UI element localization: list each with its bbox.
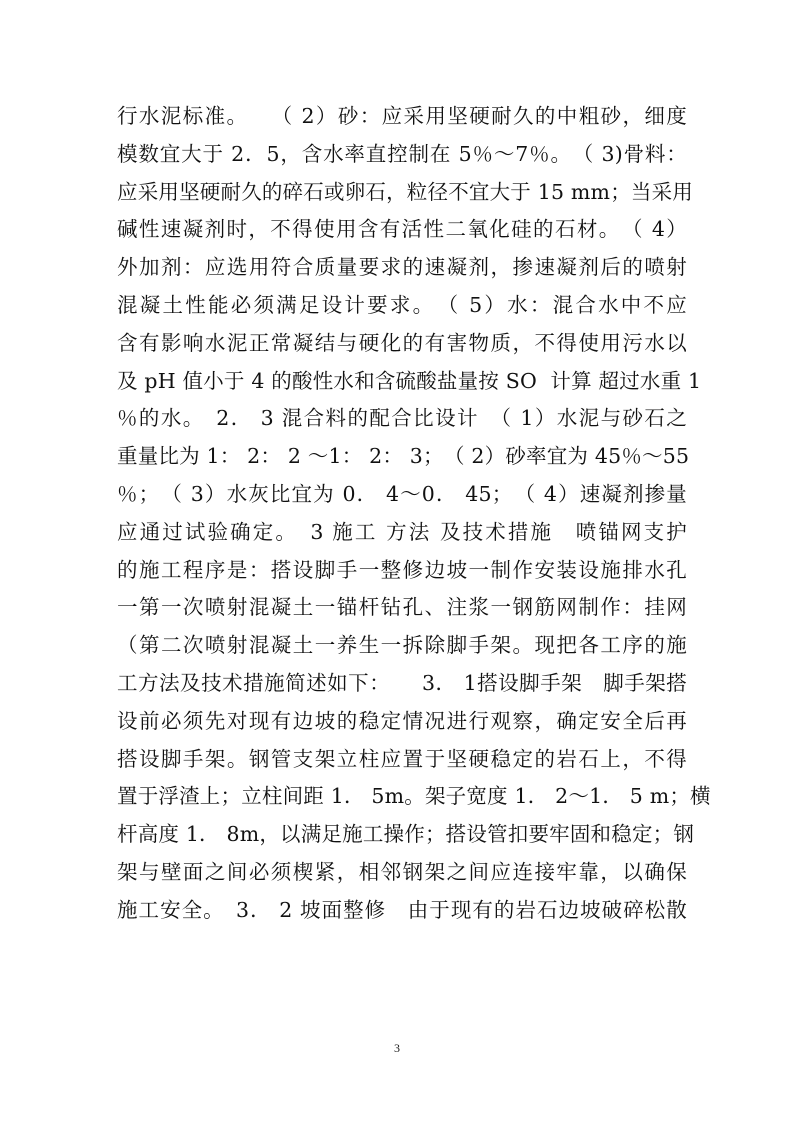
text-line: 混凝土性能必须满足设计要求。 （ 5）水：混合水中不应 bbox=[117, 292, 687, 317]
text-line: 杆高度 1． 8m，以满足施工操作；搭设管扣要牢固和稳定；钢 bbox=[117, 822, 695, 847]
text-line: 应采用坚硬耐久的碎石或卵石，粒径不宜大于 15 mm；当采用 bbox=[117, 179, 693, 204]
text-line: 行水泥标准。 （ 2）砂：应采用坚硬耐久的中粗砂，细度 bbox=[117, 104, 687, 128]
page-number: 3 bbox=[394, 1041, 400, 1055]
text-line: 的施工程序是：搭设脚手一整修边坡一制作安装设施排水孔 bbox=[117, 557, 687, 582]
text-line: 含有影响水泥正常凝结与硬化的有害物质，不得使用污水以 bbox=[117, 330, 687, 355]
text-line: 设前必须先对现有边坡的稳定情况进行观察，确定安全后再 bbox=[117, 708, 687, 733]
text-line: （第二次喷射混凝土一养生一拆除脚手架。现把各工序的施 bbox=[117, 633, 687, 658]
text-line: 及 pH 值小于 4 的酸性水和含硫酸盐量按 SO 计算 超过水重 1 bbox=[117, 368, 702, 393]
text-line: 工方法及技术措施简述如下： 3． 1搭设脚手架 脚手架搭 bbox=[117, 670, 687, 695]
text-line: 搭设脚手架。钢管支架立柱应置于坚硬稳定的岩石上，不得 bbox=[117, 746, 687, 771]
text-line: 应通过试验确定。 3 施工 方法 及技术措施 喷锚网支护 bbox=[117, 519, 687, 544]
text-line: 置于浮渣上；立柱间距 1． 5m。架子宽度 1． 2～1． 5 m；横 bbox=[117, 784, 711, 809]
body-text bbox=[117, 98, 711, 930]
text-line: 重量比为 1： 2： 2 ～1： 2： 3； （ 2）砂率宜为 45％～55 bbox=[117, 444, 690, 469]
text-line: 碱性速凝剂时，不得使用含有活性二氧化硅的石材。 （ 4） bbox=[117, 217, 687, 242]
text-line: 模数宜大于 2．5，含水率直控制在 5％～7％。 （ 3)骨料： bbox=[117, 141, 687, 166]
text-line: ％； （ 3）水灰比宜为 0． 4～0． 45； （ 4）速凝剂掺量 bbox=[117, 481, 687, 506]
text-line: 架与壁面之间必须楔紧，相邻钢架之间应连接牢靠，以确保 bbox=[117, 859, 687, 884]
text-line: 一第一次喷射混凝土一锚杆钻孔、注浆一钢筋网制作：挂网 bbox=[117, 595, 687, 620]
text-line: 施工安全。 3． 2 坡面整修 由于现有的岩石边坡破碎松散 bbox=[117, 897, 687, 922]
text-line: 外加剂：应选用符合质量要求的速凝剂，掺速凝剂后的喷射 bbox=[117, 255, 687, 280]
text-line: ％的水。 2． 3 混合料的配合比设计 （ 1）水泥与砂石之 bbox=[117, 406, 687, 431]
